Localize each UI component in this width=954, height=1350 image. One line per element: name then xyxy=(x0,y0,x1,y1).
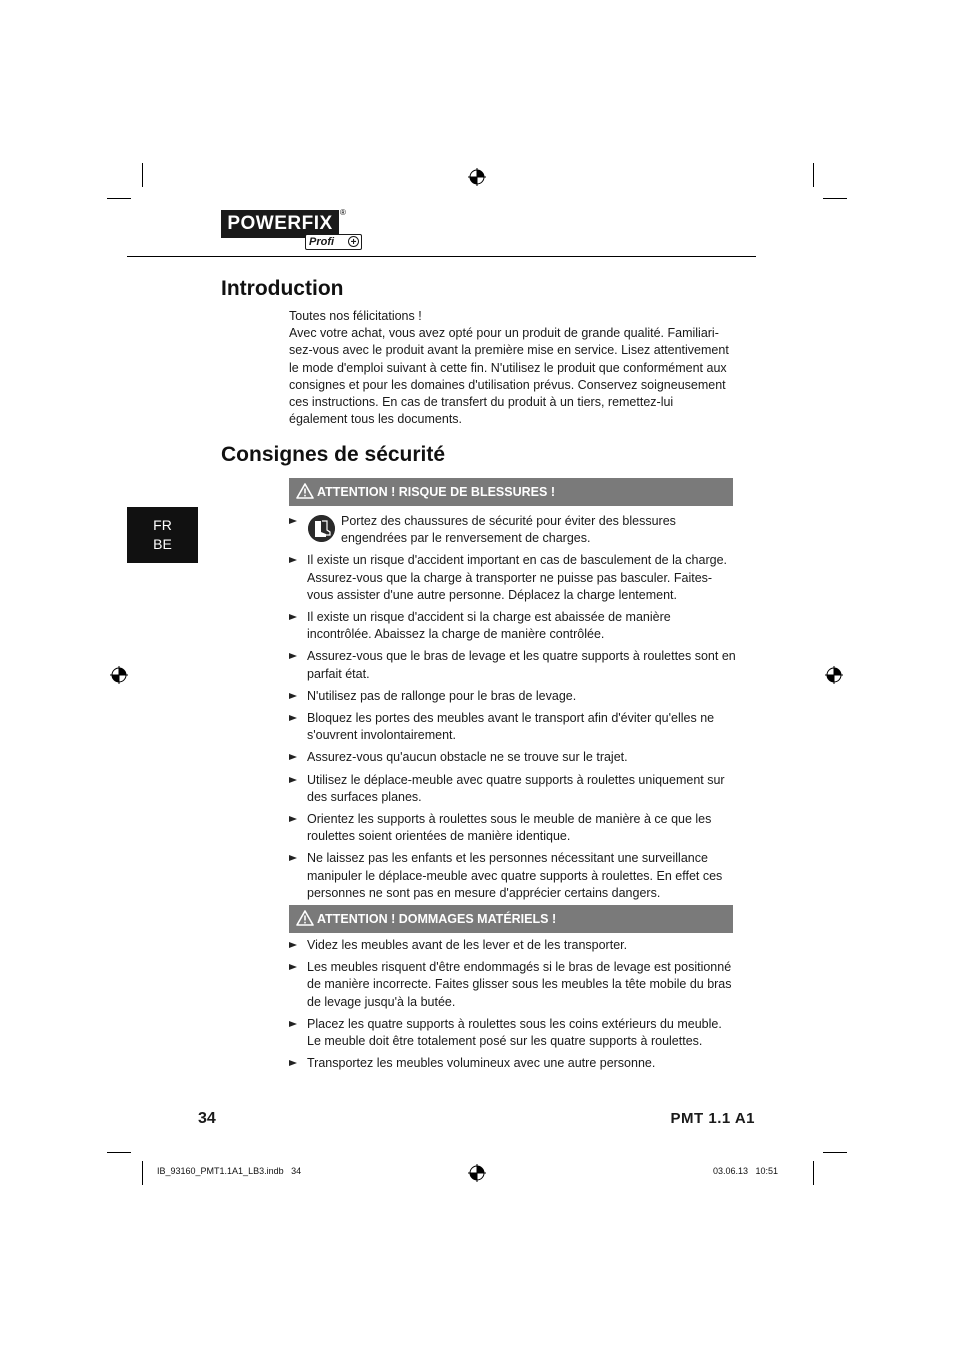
crop-mark xyxy=(142,1161,143,1185)
list-item-text: Assurez-vous que le bras de levage et les quatre supports à roulettes sont en parfait état. xyxy=(307,649,736,681)
crop-mark xyxy=(142,163,143,187)
brand-sub xyxy=(305,234,362,250)
print-slug-date: 03.06.13 10:51 xyxy=(712,1166,778,1176)
page-number: 34 xyxy=(198,1110,216,1127)
list-item xyxy=(289,688,737,705)
registration-mark-icon xyxy=(110,666,128,684)
list-item-text: Orientez les supports à roulettes sous le meuble de manière à ce que les roulettes soient orientées de manière identique. xyxy=(307,812,712,844)
list-item-text: Ne laissez pas les enfants et les personnes nécessitant une surveillance manipuler le déplace-meuble avec quatre supports à roulettes. En effet ces personnes ne sont pas en mesure d'apprécier certains dangers. xyxy=(307,851,723,900)
warning-title: ATTENTION ! RISQUE DE BLESSURES ! xyxy=(317,485,555,499)
list-item-text: Il existe un risque d'accident si la charge est abaissée de manière incontrôlée. Abaissez la charge de manière contrôlée. xyxy=(307,610,671,642)
brand-name: POWERFIX xyxy=(221,210,339,238)
warning-bar-damage xyxy=(289,905,733,933)
warning-triangle-icon xyxy=(296,910,314,926)
list-item xyxy=(289,811,737,845)
list-item xyxy=(289,959,737,1011)
list-item-text: Videz les meubles avant de les lever et de les transporter. xyxy=(307,938,628,952)
plus-icon: + xyxy=(348,236,359,247)
list-item xyxy=(289,609,737,643)
crop-mark xyxy=(823,1152,847,1153)
list-item xyxy=(289,513,737,547)
list-item xyxy=(289,749,737,766)
country-code: BE xyxy=(153,536,172,552)
arrow-bullet-icon xyxy=(289,653,297,659)
injury-warning-list xyxy=(289,513,737,907)
crop-mark xyxy=(813,1161,814,1185)
crop-mark xyxy=(823,198,847,199)
arrow-bullet-icon xyxy=(289,777,297,783)
list-item-text: Placez les quatre supports à roulettes sous les coins extérieurs du meuble. Le meuble doit être totalement posé sur les quatre supports à roulettes. xyxy=(307,1016,722,1049)
list-item xyxy=(289,648,737,682)
arrow-bullet-icon xyxy=(289,964,297,970)
list-item-text: Transportez les meubles volumineux avec une autre personne. xyxy=(307,1056,656,1071)
list-item xyxy=(289,710,737,744)
language-tab xyxy=(127,507,198,563)
arrow-bullet-icon xyxy=(289,816,297,822)
print-slug-file: IB_93160_PMT1.1A1_LB3.indb 34 xyxy=(157,1166,302,1176)
model-number: PMT 1.1 A1 xyxy=(670,1110,755,1127)
registered-mark: ® xyxy=(340,208,346,217)
list-item xyxy=(289,1016,737,1050)
list-item xyxy=(289,552,737,604)
arrow-bullet-icon xyxy=(289,518,297,524)
list-item-text: Portez des chaussures de sécurité pour éviter des blessures engendrées par le renversement de charges. xyxy=(341,514,676,546)
arrow-bullet-icon xyxy=(289,1021,297,1027)
registration-mark-icon xyxy=(468,168,486,186)
introduction-body xyxy=(289,308,734,428)
list-item-text: Les meubles risquent d'être endommagés si le bras de levage est positionné de manière incorrecte. Faites glisser sous les meubles la tête mobile du bras de levage jusqu'à la butée. xyxy=(307,960,732,1009)
intro-paragraph: Toutes nos félicitations ! xyxy=(289,309,422,323)
brand-logo xyxy=(221,210,361,252)
crop-mark xyxy=(107,1152,131,1153)
intro-paragraph: Avec votre achat, vous avez opté pour un produit de grande qualité. Familiari-sez-vous avec le produit avant la première mise en service. Lisez attentivement le mode d'emploi suivant à cette fin. N'utilisez le produit que conformément aux consignes et pour les domaines d'utilisation prévus. Conservez soigneusement ces instructions. En cas de transfert du produit à un tiers, remettez-lui également tous les documents. xyxy=(289,326,729,427)
damage-warning-list xyxy=(289,937,737,1077)
list-item-text: Il existe un risque d'accident important en cas de basculement de la charge. Assurez-vous que la charge à transporter ne puisse pas basculer. Faites-vous assister d'une autre personne. Déplacez la charge lentement. xyxy=(307,553,727,602)
list-item-text: Bloquez les portes des meubles avant le transport afin d'éviter qu'elles ne s'ouvrent involontairement. xyxy=(307,711,715,743)
list-item xyxy=(289,772,737,806)
arrow-bullet-icon xyxy=(289,1060,297,1066)
list-item-text: Assurez-vous qu'aucun obstacle ne se trouve sur le trajet. xyxy=(307,750,628,765)
list-item xyxy=(289,1055,737,1072)
introduction-heading: Introduction xyxy=(221,277,344,300)
warning-title: ATTENTION ! DOMMAGES MATÉRIELS ! xyxy=(317,912,557,926)
safety-boots-icon xyxy=(308,515,335,542)
safety-heading: Consignes de sécurité xyxy=(221,443,446,466)
warning-triangle-icon xyxy=(296,483,314,499)
list-item-text: N'utilisez pas de rallonge pour le bras de levage. xyxy=(307,688,577,703)
list-item xyxy=(289,937,737,954)
arrow-bullet-icon xyxy=(289,557,297,563)
arrow-bullet-icon xyxy=(289,855,297,861)
brand-sub-label: Profi xyxy=(309,236,335,248)
language-code: FR xyxy=(153,517,172,533)
list-item xyxy=(289,850,737,902)
arrow-bullet-icon xyxy=(289,614,297,620)
arrow-bullet-icon xyxy=(289,693,297,699)
arrow-bullet-icon xyxy=(289,715,297,721)
crop-mark xyxy=(107,198,131,199)
warning-bar-injury xyxy=(289,478,733,506)
registration-mark-icon xyxy=(825,666,843,684)
registration-mark-icon xyxy=(468,1164,486,1182)
crop-mark xyxy=(813,163,814,187)
header-rule xyxy=(127,256,756,257)
arrow-bullet-icon xyxy=(289,754,297,760)
list-item-text: Utilisez le déplace-meuble avec quatre supports à roulettes uniquement sur des surfaces planes. xyxy=(307,772,725,804)
arrow-bullet-icon xyxy=(289,942,297,948)
